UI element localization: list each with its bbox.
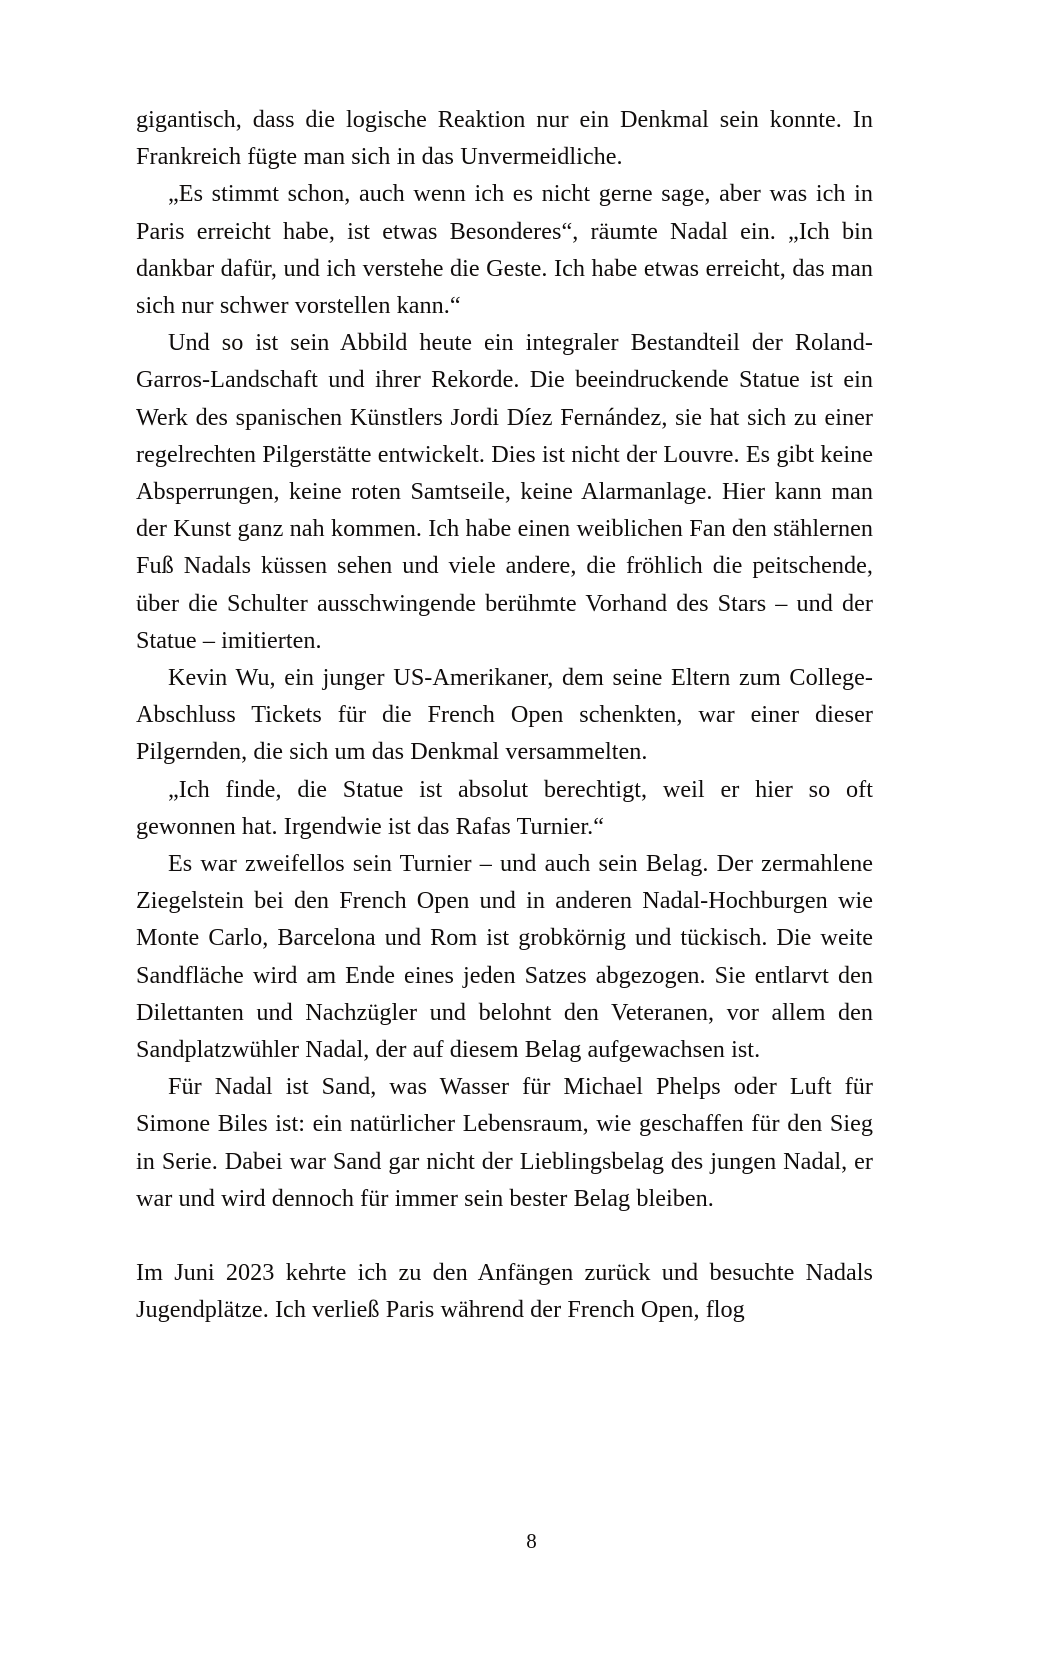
paragraph-kevin-wu: Kevin Wu, ein junger US-Amerikaner, dem seine Eltern zum College-Abschluss Tickets für die French Open schenkten, war einer dieser Pilgernden, die sich um das Denkmal versammelten. bbox=[136, 664, 873, 766]
paragraph-quote-kevin-wu: „Ich finde, die Statue ist absolut berechtigt, weil er hier so oft gewonnen hat. Irgendwie ist das Rafas Turnier.“ bbox=[136, 775, 873, 840]
paragraph-clay-surface: Es war zweifellos sein Turnier – und auch sein Belag. Der zermahlene Ziegelstein bei den French Open und in anderen Nadal-Hochburgen wie Monte Carlo, Barcelona und Rom ist grobkörnig und tückisch. Die weite Sandfläche wird am Ende eines jeden Satzes abgezogen. Sie entlarvt den Dilettanten und Nachzügler und belohnt den Veteranen, vor allem den Sandplatzwühler Nadal, der auf diesem Belag aufgewachsen ist. bbox=[136, 850, 873, 1064]
body-text-block bbox=[136, 101, 873, 1329]
paragraph-sand-phelps-biles: Für Nadal ist Sand, was Wasser für Michael Phelps oder Luft für Simone Biles ist: ein natürlicher Lebensraum, wie geschaffen für den Sieg in Serie. Dabei war Sand gar nicht der Lieblingsbelag des jungen Nadal, er war und wird dennoch für immer sein bester Belag bleiben. bbox=[136, 1073, 873, 1212]
paragraph-quote-nadal: „Es stimmt schon, auch wenn ich es nicht gerne sage, aber was ich in Paris erreicht habe, ist etwas Besonderes“, räumte Nadal ein. „Ich bin dankbar dafür, und ich verstehe die Geste. Ich habe etwas erreicht, das man sich nur schwer vorstellen kann.“ bbox=[136, 180, 873, 320]
paragraph-continuation: gigantisch, dass die logische Reaktion nur ein Denkmal sein konnte. In Frankreich fügte man sich in das Unvermeidliche. bbox=[136, 106, 873, 171]
paragraph-juni-2023: Im Juni 2023 kehrte ich zu den Anfängen zurück und besuchte Nadals Jugendplätze. Ich verließ Paris während der French Open, flog bbox=[136, 1259, 873, 1324]
page-number: 8 bbox=[526, 1529, 537, 1553]
paragraph-statue-roland-garros: Und so ist sein Abbild heute ein integraler Bestandteil der Roland-Garros-Landschaft und ihrer Rekorde. Die beeindruckende Statue ist ein Werk des spanischen Künstlers Jordi Díez Fernández, sie hat sich zu einer regelrechten Pilgerstätte entwickelt. Dies ist nicht der Louvre. Es gibt keine Absperrungen, keine roten Samtseile, keine Alarmanlage. Hier kann man der Kunst ganz nah kommen. Ich habe einen weiblichen Fan den stählernen Fuß Nadals küssen sehen und viele andere, die fröhlich die peitschende, über die Schulter ausschwingende berühmte Vorhand des Stars – und der Statue – imitierten. bbox=[136, 329, 873, 654]
